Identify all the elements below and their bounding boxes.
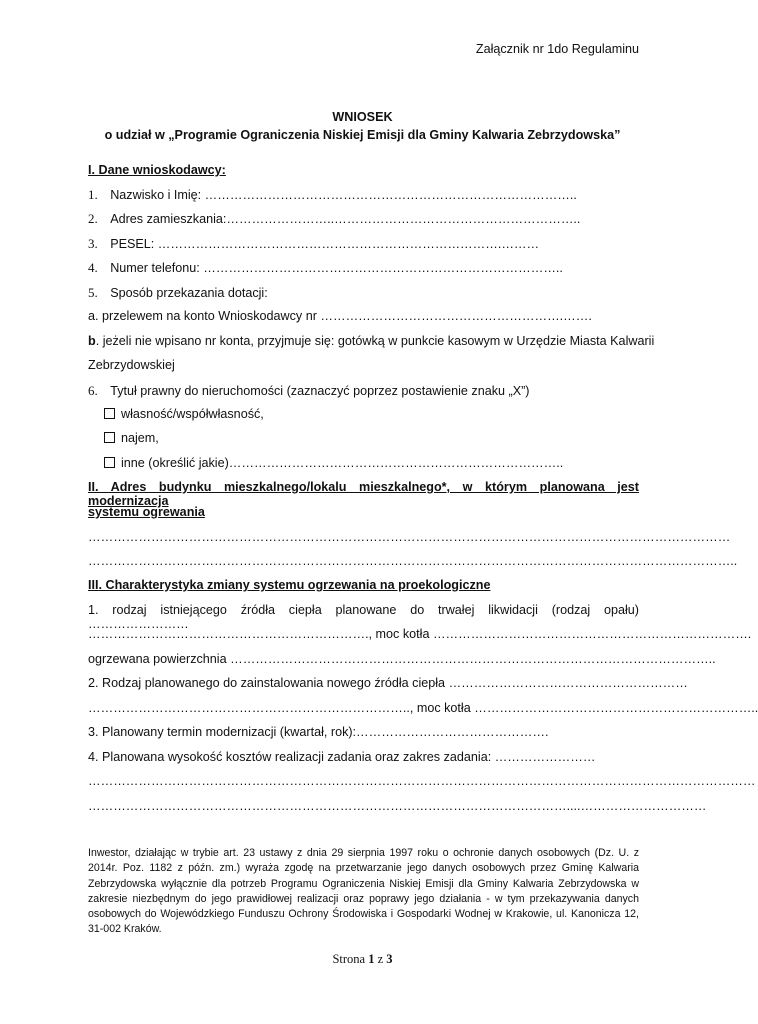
- heated-area-field[interactable]: ogrzewana powierzchnia ……………………………………………………………………………………………………..: [88, 652, 716, 666]
- checkbox-square-icon[interactable]: [104, 408, 115, 419]
- item-label: PESEL: ……………………………………………………………………….………: [110, 237, 540, 251]
- checkbox-square-icon[interactable]: [104, 432, 115, 443]
- page-number: [0, 952, 725, 967]
- new-heat-source-field[interactable]: 2. Rodzaj planowanego do zainstalowania nowego źródła ciepła …………………………………………………: [88, 676, 688, 690]
- payment-option-transfer[interactable]: a. przelewem na konto Wnioskodawcy nr ………………………………………………….…….: [88, 309, 592, 323]
- form-item-payment-method: [88, 284, 268, 302]
- option-letter: b: [88, 334, 96, 348]
- total-pages: 3: [386, 952, 393, 966]
- modernization-date-field[interactable]: 3. Planowany termin modernizacji (kwartał, rok):……………………………………….: [88, 725, 549, 739]
- document-title: WNIOSEK: [332, 110, 393, 124]
- form-item-legal-title: [88, 382, 529, 400]
- payment-option-cash: [88, 334, 655, 348]
- attachment-label: Załącznik nr 1do Regulaminu: [475, 42, 639, 56]
- section-3-heading: III. Charakterystyka zmiany systemu ogrzewania na proekologiczne: [88, 578, 491, 592]
- checkbox-label: inne (określić jakie)……………………………………………………………………..: [121, 456, 564, 470]
- page-label: Strona: [332, 952, 366, 966]
- new-boiler-power-field[interactable]: ………………………………………………………………….., moc kotła …………………………………………………………..: [88, 701, 758, 715]
- section-2-heading: II. Adres budynku mieszkalnego/lokalu mieszkalnego*, w którym planowana jest modernizacja: [88, 480, 639, 508]
- option-text: . jeżeli nie wpisano nr konta, przyjmuje się: gotówką w punkcie kasowym w Urzędzie Miasta Kalwarii: [95, 334, 655, 348]
- checkbox-square-icon[interactable]: [104, 457, 115, 468]
- page-separator: z: [377, 952, 384, 966]
- checkbox-label: własność/współwłasność,: [121, 407, 264, 421]
- item-number: 1.: [88, 187, 98, 202]
- current-page: 1: [368, 952, 375, 966]
- form-item-pesel[interactable]: [88, 235, 539, 253]
- checkbox-ownership[interactable]: [104, 407, 264, 421]
- form-item-phone[interactable]: [88, 259, 563, 277]
- form-item-name[interactable]: [88, 186, 577, 204]
- form-item-address[interactable]: [88, 210, 580, 228]
- section-1-heading: I. Dane wnioskodawcy:: [88, 163, 226, 177]
- item-label: Nazwisko i Imię: ……………………………………………………………………………..: [110, 188, 577, 202]
- planned-costs-line-2[interactable]: ……………………………………………………………………………………………………………………………………………: [88, 774, 756, 788]
- planned-costs-field[interactable]: 4. Planowana wysokość kosztów realizacji zadania oraz zakres zadania: ……………………: [88, 750, 596, 764]
- item-number: 3.: [88, 236, 98, 251]
- boiler-power-field[interactable]: …………………………………………………………., moc kotła ………………………………………………………………….: [88, 627, 752, 641]
- item-number: 4.: [88, 260, 98, 275]
- item-number: 2.: [88, 211, 98, 226]
- planned-costs-line-3[interactable]: ……………………………………………………………………………………………………....…………………………: [88, 799, 707, 813]
- item-label: Tytuł prawny do nieruchomości (zaznaczyć poprzez postawienie znaku „X”): [110, 384, 530, 398]
- checkbox-other[interactable]: [104, 456, 563, 470]
- checkbox-rental[interactable]: [104, 431, 159, 445]
- section-2-heading-continued: systemu ogrewania: [88, 505, 205, 519]
- address-field-line-2[interactable]: ………………………………………………………………………………………………………………………………………..: [88, 554, 738, 568]
- document-subtitle: o udział w „Programie Ograniczenia Niskiej Emisji dla Gminy Kalwaria Zebrzydowska”: [104, 128, 621, 142]
- item-label: Numer telefonu: …………………………………………………………………………..: [110, 261, 563, 275]
- item-number: 6.: [88, 383, 98, 398]
- item-number: 5.: [88, 285, 98, 300]
- data-processing-consent: Inwestor, działając w trybie art. 23 ustawy z dnia 29 sierpnia 1997 roku o ochronie danych osobowych (Dz. U. z 2014r. Poz. 1182 z późn. zm.) wyraża zgodę na przetwarzanie jego danych osobowych przez Gminę Kalwaria Zebrzydowska wyłącznie dla potrzeb Programu Ograniczenia Niskiej Emisji dla Gminy Kalwaria Zebrzydowska w zakresie niezbędnym do jego prawidłowej realizacji oraz poprawy jego działania - w tym przekazywania danych osobowych do Wojewódzkiego Funduszu Ochrony Środowiska i Gospodarki Wodnej w Krakowie, ul. Kanonicza 12, 31-002 Kraków.: [88, 847, 639, 936]
- existing-heat-source-field[interactable]: 1. rodzaj istniejącego źródła ciepła planowane do trwałej likwidacji (rodzaj opału) ……………………: [88, 603, 639, 631]
- checkbox-label: najem,: [121, 431, 159, 445]
- item-label: Sposób przekazania dotacji:: [110, 286, 268, 300]
- item-label: Adres zamieszkania:……………………..…………………………………………………..: [110, 212, 581, 226]
- payment-option-cash-continued: Zebrzydowskiej: [88, 358, 175, 372]
- address-field-line-1[interactable]: ………………………………………………………………………………………………………………………………………: [88, 530, 731, 544]
